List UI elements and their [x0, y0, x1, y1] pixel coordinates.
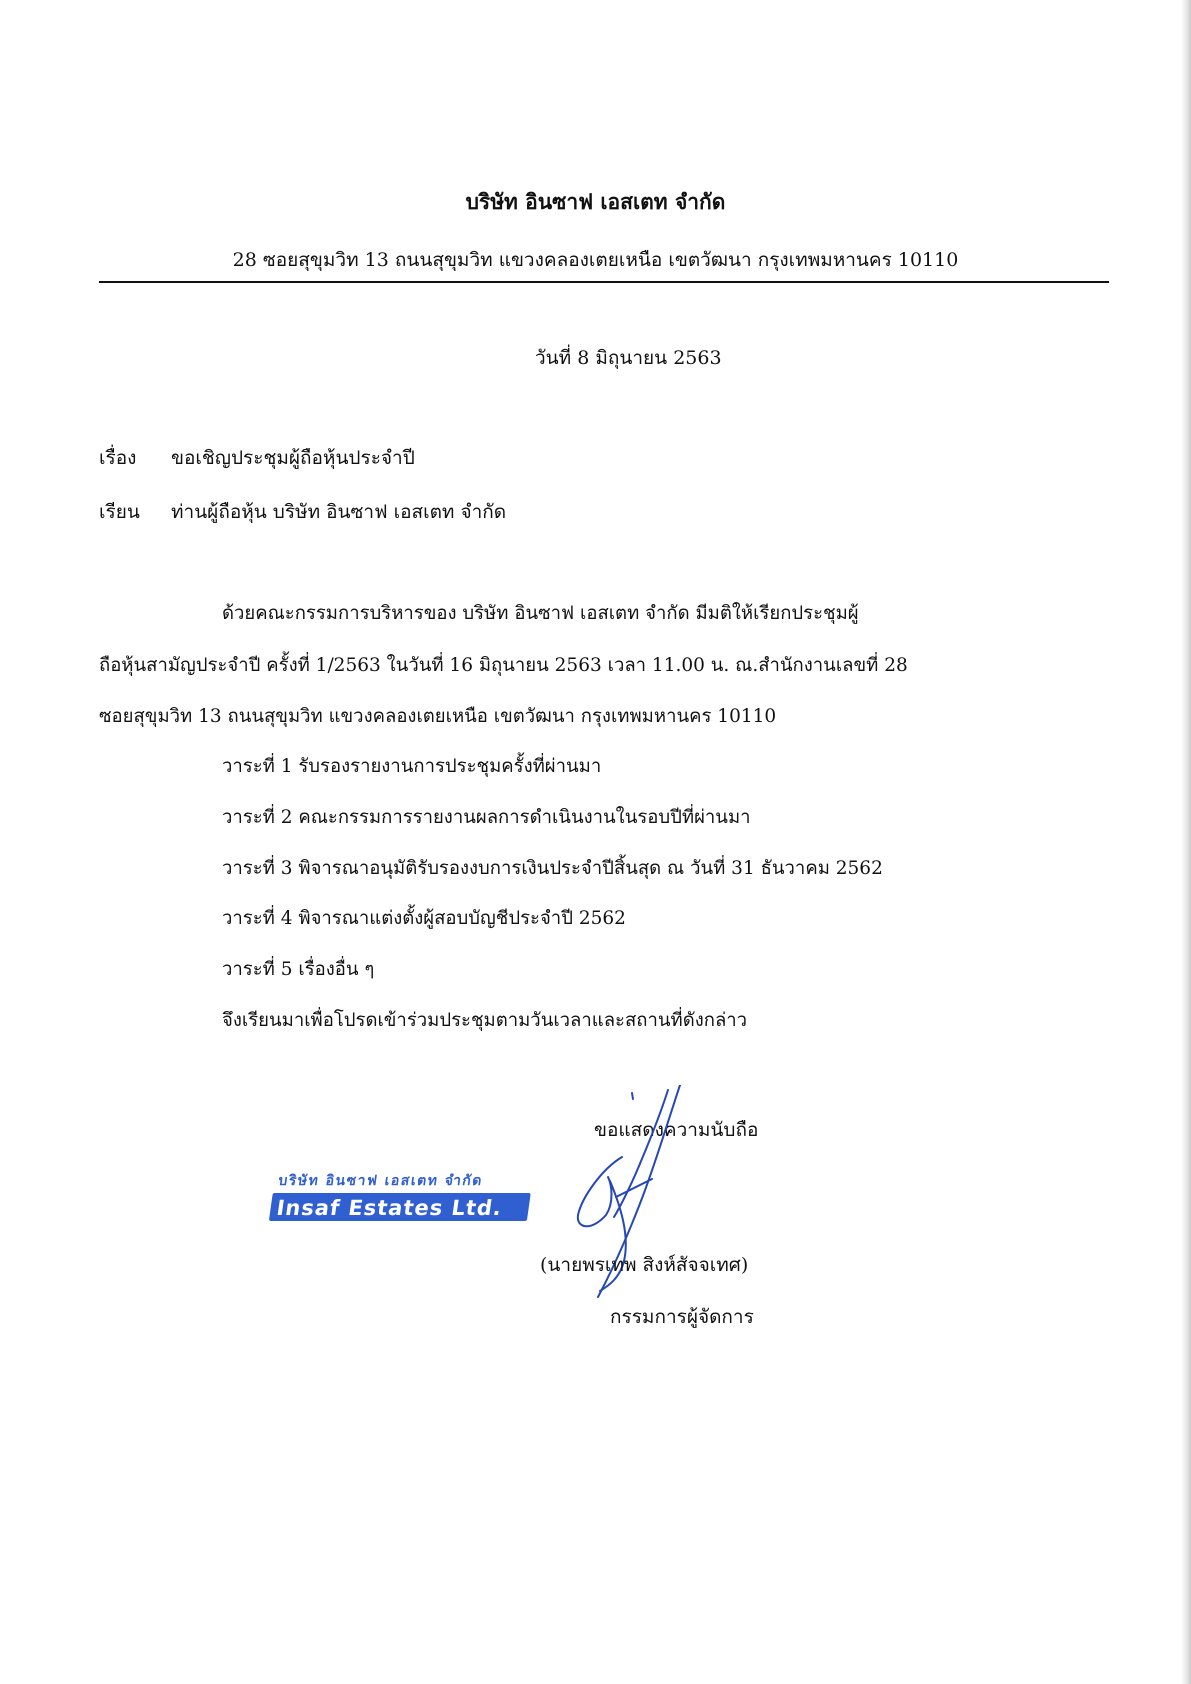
company-stamp — [267, 1163, 532, 1225]
agenda-item-4: วาระที่ 4 พิจารณาแต่งตั้งผู้สอบบัญชีประจำปี 2562 — [222, 908, 626, 929]
svg-text:Insaf Estates Ltd.: Insaf Estates Ltd. — [274, 1195, 504, 1220]
subject-text: ขอเชิญประชุมผู้ถือหุ้นประจำปี — [171, 447, 415, 469]
agenda-item-5: วาระที่ 5 เรื่องอื่น ๆ — [222, 959, 375, 980]
recipient-label: เรียน — [99, 501, 140, 523]
signer-name: (นายพรเทพ สิงห์สัจจเทศ) — [540, 1254, 749, 1276]
signer-title: กรรมการผู้จัดการ — [610, 1306, 754, 1328]
agenda-item-3: วาระที่ 3 พิจารณาอนุมัติรับรองงบการเงินประจำปีสิ้นสุด ณ วันที่ 31 ธันวาคม 2562 — [222, 858, 883, 879]
company-stamp-graphic — [269, 1173, 532, 1221]
recipient-text: ท่านผู้ถือหุ้น บริษัท อินซาฟ เอสเตท จำกัด — [171, 501, 507, 523]
subject-label: เรื่อง — [99, 447, 137, 469]
invitation-line: จึงเรียนมาเพื่อโปรดเข้าร่วมประชุมตามวันเวลาและสถานที่ดังกล่าว — [222, 1010, 748, 1031]
agenda-item-1: วาระที่ 1 รับรองรายงานการประชุมครั้งที่ผ่านมา — [222, 756, 602, 777]
header-divider — [99, 281, 1109, 283]
closing-salutation: ขอแสดงความนับถือ — [594, 1119, 759, 1141]
body-line-1: ด้วยคณะกรรมการบริหารของ บริษัท อินซาฟ เอสเตท จำกัด มีมติให้เรียกประชุมผู้ — [222, 603, 859, 624]
agenda-item-2: วาระที่ 2 คณะกรรมการรายงานผลการดำเนินงานในรอบปีที่ผ่านมา — [222, 807, 751, 828]
company-address: 28 ซอยสุขุมวิท 13 ถนนสุขุมวิท แขวงคลองเตยเหนือ เขตวัฒนา กรุงเทพมหานคร 10110 — [232, 249, 959, 271]
company-name: บริษัท อินซาฟ เอสเตท จำกัด — [465, 189, 726, 214]
body-line-3: ซอยสุขุมวิท 13 ถนนสุขุมวิท แขวงคลองเตยเหนือ เขตวัฒนา กรุงเทพมหานคร 10110 — [99, 706, 777, 727]
svg-text:บริษัท อินซาฟ เอสเตท จำกัด: บริษัท อินซาฟ เอสเตท จำกัด — [277, 1173, 485, 1189]
document-date: วันที่ 8 มิถุนายน 2563 — [535, 347, 722, 369]
body-line-2: ถือหุ้นสามัญประจำปี ครั้งที่ 1/2563 ในวันที่ 16 มิถุนายน 2563 เวลา 11.00 น. ณ.สำนักงานเลขที่ 28 — [99, 655, 908, 676]
